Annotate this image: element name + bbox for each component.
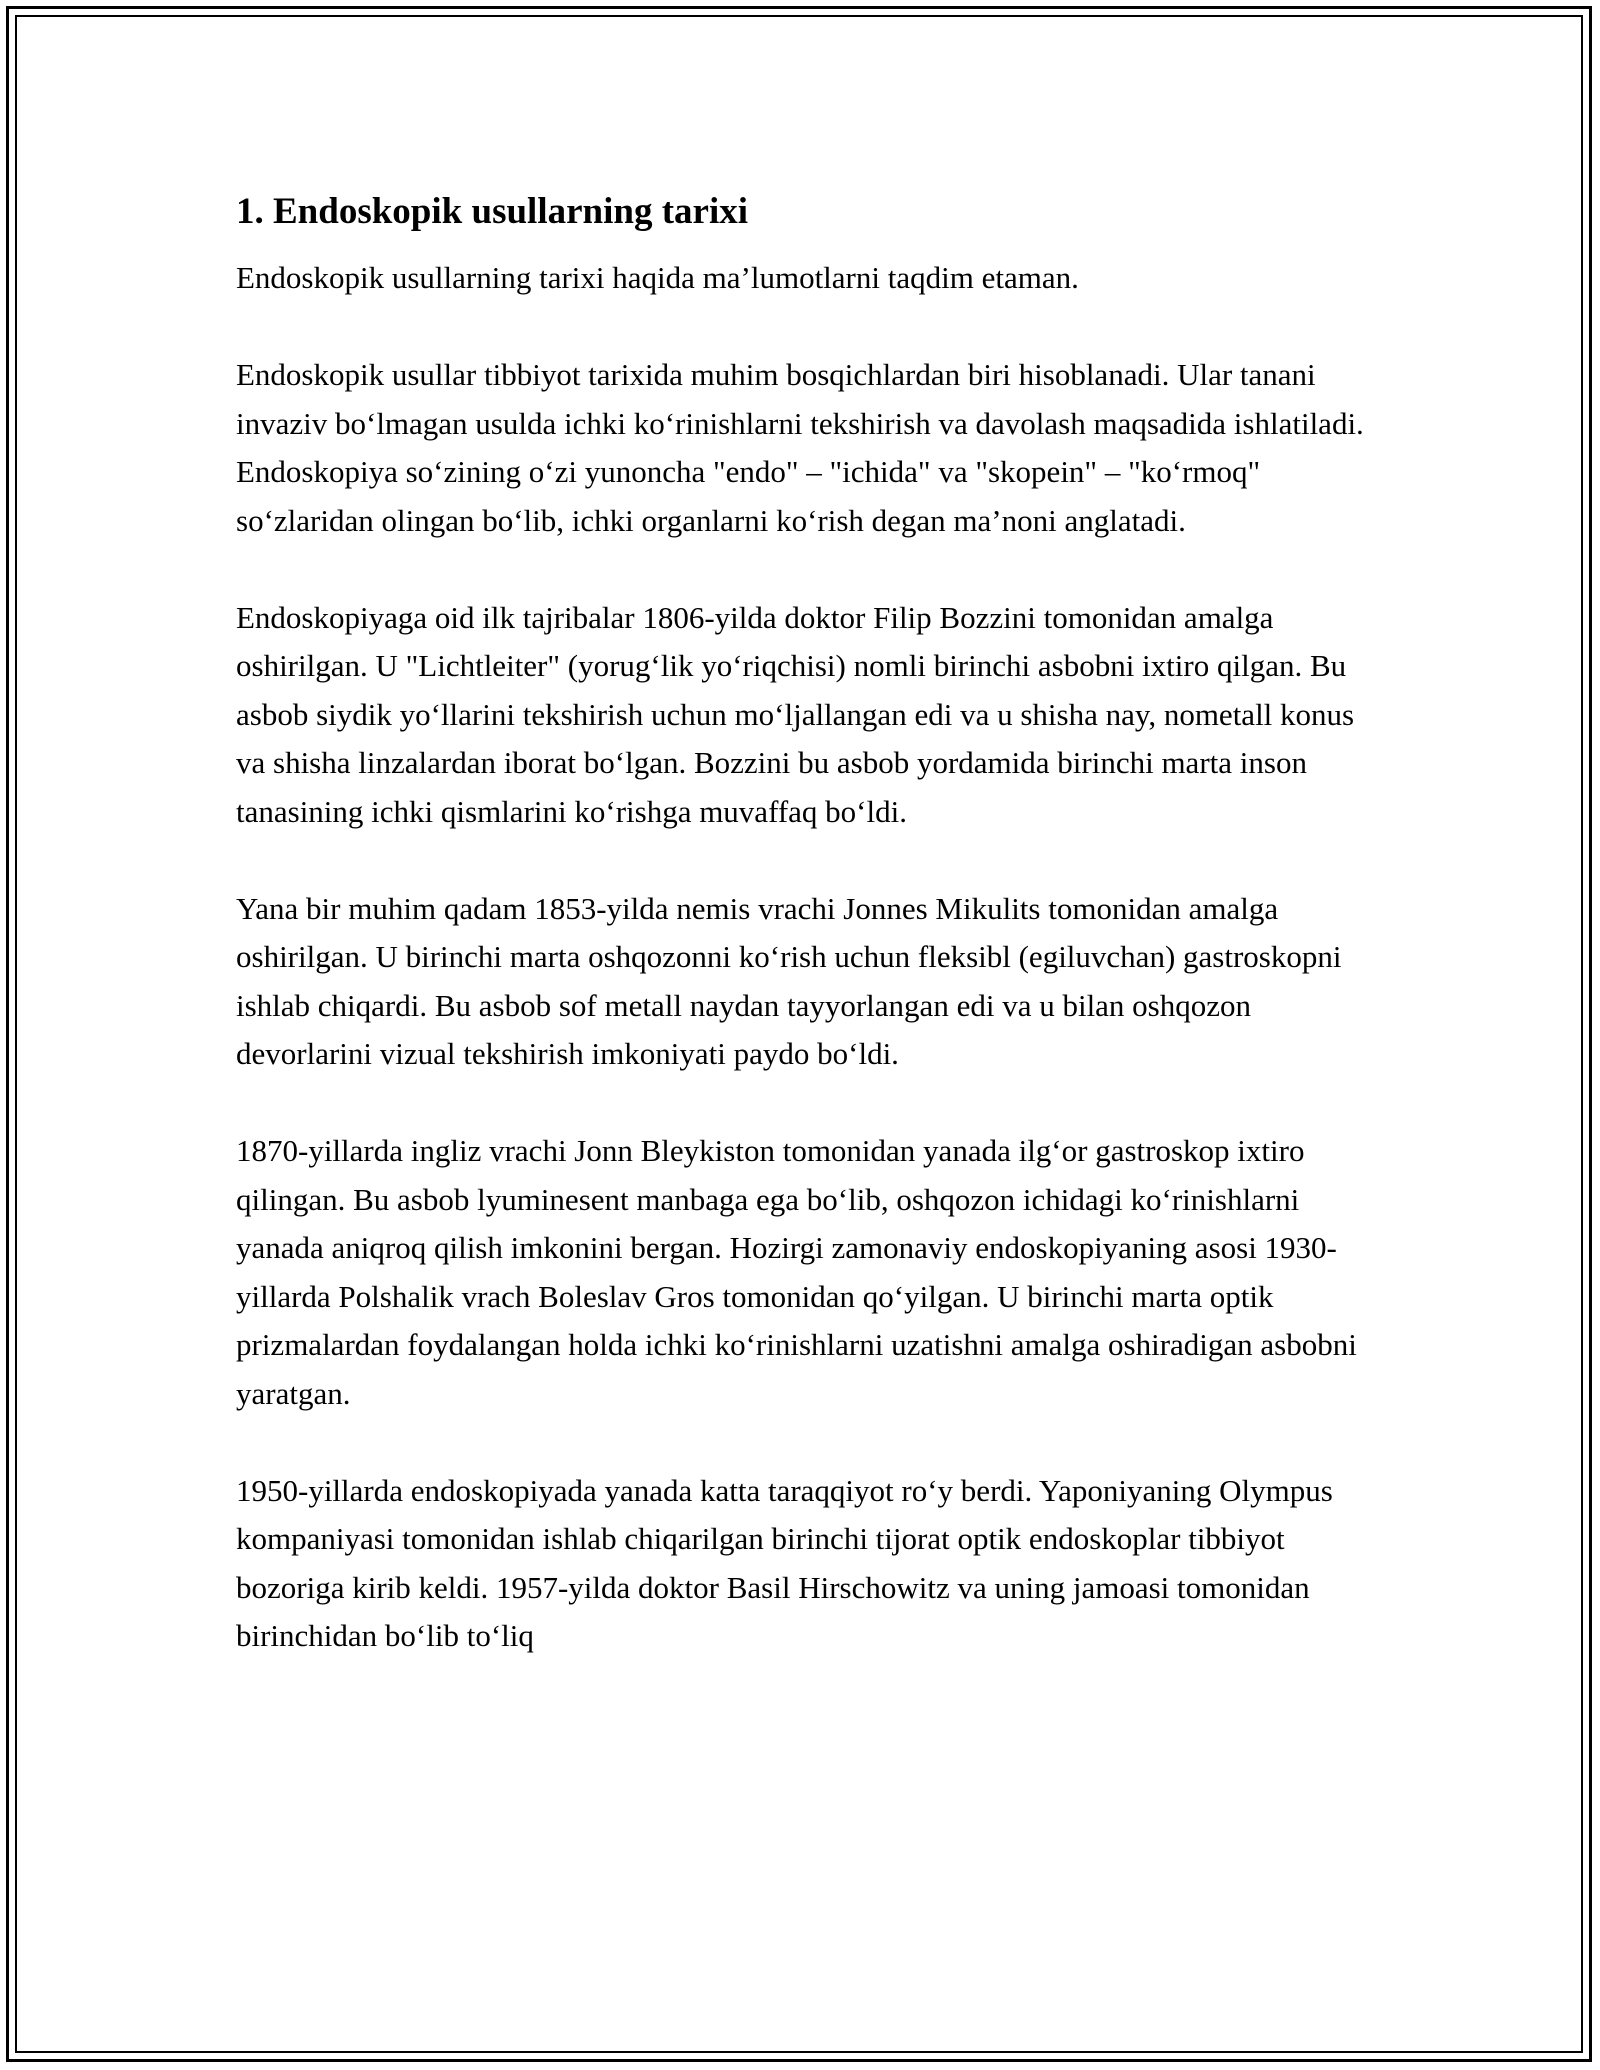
document-body: [236, 186, 1376, 1709]
paragraph-bozzini: Endoskopiyaga oid ilk tajribalar 1806-yilda doktor Filip Bozzini tomonidan amalga oshirilgan. U "Lichtleiter" (yorug‘lik yo‘riqchisi) nomli birinchi asbobni ixtiro qilgan. Bu asbob siydik yo‘llarini tekshirish uchun mo‘ljallangan edi va u shisha nay, nometall konus va shisha linzalardan iborat bo‘lgan. Bozzini bu asbob yordamida birinchi marta inson tanasining ichki qismlarini ko‘rishga muvaffaq bo‘ldi.: [236, 599, 1355, 829]
paragraph-bleykiston: 1870-yillarda ingliz vrachi Jonn Bleykiston tomonidan yanada ilg‘or gastroskop ixtiro qilingan. Bu asbob lyuminesent manbaga ega bo‘lib, oshqozon ichidagi ko‘rinishlarni yanada aniqroq qilish imkonini bergan. Hozirgi zamonaviy endoskopiyaning asosi 1930-yillarda Polshalik vrach Boleslav Gros tomonidan qo‘yilgan. U birinchi marta optik prizmalardan foydalangan holda ichki ko‘rinishlarni uzatishni amalga oshiradigan asbobni yaratgan.: [236, 1133, 1357, 1411]
paragraph-1950s: 1950-yillarda endoskopiyada yanada katta taraqqiyot ro‘y berdi. Yaponiyaning Olympus kompaniyasi tomonidan ishlab chiqarilgan birinchi tijorat optik endoskoplar tibbiyot bozoriga kirib keldi. 1957-yilda doktor Basil Hirschowitz va uning jamoasi tomonidan birinchidan bo‘lib to‘liq: [236, 1472, 1333, 1653]
paragraph-mikulits: Yana bir muhim qadam 1853-yilda nemis vrachi Jonnes Mikulits tomonidan amalga oshirilgan. U birinchi marta oshqozonni ko‘rish uchun fleksibl (egiluvchan) gastroskopni ishlab chiqardi. Bu asbob sof metall naydan tayyorlangan edi va u bilan oshqozon devorlarini vizual tekshirish imkoniyati paydo bo‘ldi.: [236, 890, 1342, 1071]
section-heading: 1. Endoskopik usullarning tarixi: [236, 191, 749, 232]
paragraph-intro: Endoskopik usullarning tarixi haqida ma’lumotlarni taqdim etaman.: [236, 260, 1079, 295]
paragraph-definition: Endoskopik usullar tibbiyot tarixida muhim bosqichlardan biri hisoblanadi. Ular tanani invaziv bo‘lmagan usulda ichki ko‘rinishlarni tekshirish va davolash maqsadida ishlatiladi. Endoskopiya so‘zining o‘zi yunoncha "endo" – "ichida" va "skopein" – "ko‘rmoq" so‘zlaridan olingan bo‘lib, ichki organlarni ko‘rish degan ma’noni anglatadi.: [236, 357, 1364, 538]
